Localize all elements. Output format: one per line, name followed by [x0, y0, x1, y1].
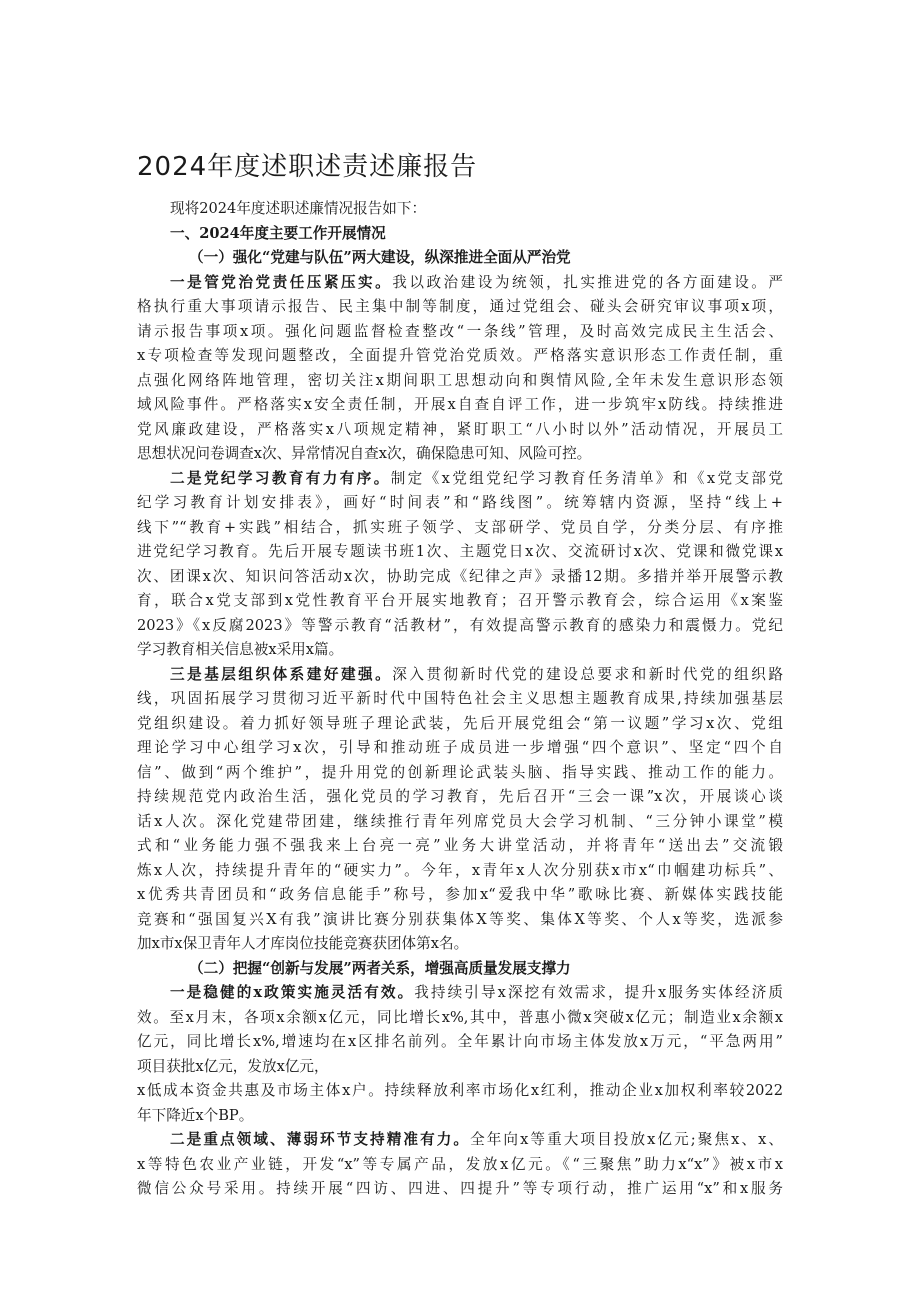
- paragraph-lead: 一是管党治党责任压紧压实。: [170, 273, 393, 291]
- paragraph-line: 思想状况问卷调查x次、异常情况自查x次，确保隐患可知、风险可控。: [137, 445, 592, 462]
- paragraph-line: x专项检查等发现问题整改，全面提升管党治党质效。严格落实意识形态工作责任制，重: [137, 347, 783, 364]
- paragraph-line: 加x市x保卫青年人才库岗位技能竞赛获团体第x名。: [137, 935, 469, 952]
- paragraph-line: 党组织建设。着力抓好领导班子理论武装，先后开展党组会“第一议题”学习x次、党组: [137, 714, 783, 732]
- subsection-heading: （二）把握“创新与发展”两者关系，增强高质量发展支撑力: [189, 959, 571, 977]
- paragraph-line: 式和“业务能力强不强我来上台亮一亮”业务大讲堂活动，并将青年“送出去”交流锻: [137, 837, 783, 854]
- paragraph-line: x等特色农业产业链，开发“x”等专属产品，发放x亿元。《“三聚焦”助力x“x”》被x市x: [137, 1155, 783, 1173]
- paragraph-line: 一是管党治党责任压紧压实。我以政治建设为统领，扎实推进党的各方面建设。严: [170, 273, 783, 291]
- intro-paragraph: 现将2024年度述职述廉情况报告如下：: [170, 200, 427, 217]
- paragraph-line: 2023》《x反腐2023》等警示教育“活教材”，有效提高警示教育的感染力和震慑力。党纪: [137, 616, 783, 634]
- paragraph-line: 格执行重大事项请示报告、民主集中制等制度，通过党组会、碰头会研究审议事项x项，: [137, 298, 783, 315]
- paragraph-lead: 三是基层组织体系建好建强。: [170, 665, 393, 683]
- paragraph-line: 微信公众号采用。持续开展“四访、四进、四提升”等专项行动，推广运用“x”和x服务: [137, 1180, 783, 1197]
- section-heading: 一、2024年度主要工作开展情况: [170, 224, 386, 242]
- paragraph-line: 线，巩固拓展学习贯彻习近平新时代中国特色社会主义思想主题教育成果,持续加强基层: [137, 690, 783, 707]
- paragraph-line: 进党纪学习教育。先后开展专题读书班1次、主题党日x次、交流研讨x次、党课和微党课x: [137, 543, 783, 560]
- paragraph-line: 效。至x月末，各项x余额x亿元，同比增长x%,其中，普惠小微x突破x亿元；制造业x余额x: [137, 1008, 783, 1026]
- paragraph-line: 二是党纪学习教育有力有序。制定《x党组党纪学习教育任务清单》和《x党支部党: [170, 469, 783, 487]
- paragraph-line: 年下降近x个BP。: [137, 1106, 254, 1124]
- paragraph-lead: 二是党纪学习教育有力有序。: [170, 469, 391, 487]
- paragraph-line: 话x人次。深化党建带团建，继续推行青年列席党员大会学习机制、“三分钟小课堂”模: [137, 812, 783, 830]
- paragraph-line: 线下”“教育+实践”相结合，抓实班子领学、支部研学、党员自学，分类分层、有序推: [137, 518, 783, 536]
- subsection-heading: （一）强化“党建与队伍”两大建设，纵深推进全面从严治党: [189, 249, 571, 266]
- paragraph-line: 次、团课x次、知识问答活动x次，协助完成《纪律之声》录播12期。多措并举开展警示教: [137, 567, 783, 585]
- paragraph-lead: 二是重点领域、薄弱环节支持精准有力。: [170, 1131, 471, 1148]
- paragraph-line: 亿元，同比增长x%,增速均在x区排名前列。全年累计向市场主体发放x万元，“平急两用”: [137, 1033, 783, 1050]
- paragraph-line: 二是重点领域、薄弱环节支持精准有力。全年向x等重大项目投放x亿元;聚焦x、x、: [170, 1131, 783, 1148]
- document-title: 2024年度述职述责述廉报告: [137, 152, 478, 182]
- document-body: [137, 197, 783, 1202]
- paragraph-line: 学习教育相关信息被x采用x篇。: [137, 641, 344, 658]
- paragraph-line: 请示报告事项x项。强化问题监督检查整改“一条线”管理，及时高效完成民主生活会、: [137, 322, 783, 340]
- paragraph-line: 项目获批x亿元，发放x亿元，: [137, 1057, 329, 1075]
- paragraph-lead: 一是稳健的x政策实施灵活有效。: [170, 984, 415, 1001]
- paragraph-line: 纪学习教育计划安排表》，画好“时间表”和“路线图”。统筹辖内资源，坚持“线上+: [137, 494, 783, 511]
- paragraph-line: 点强化网络阵地管理，密切关注x期间职工思想动向和舆情风险,全年未发生意识形态领: [137, 371, 783, 389]
- paragraph-line: x低成本资金共惠及市场主体x户。持续释放利率市场化x红利，推动企业x加权利率较2022: [137, 1082, 783, 1099]
- paragraph-line: 炼x人次，持续提升青年的“硬实力”。今年，x青年x人次分别获x市x“巾帼建功标兵”、: [137, 861, 783, 879]
- paragraph-line: 党风廉政建设，严格落实x八项规定精神，紧盯职工“八小时以外”活动情况，开展员工: [137, 420, 783, 438]
- paragraph-line: 持续规范党内政治生活，强化党员的学习教育，先后召开“三会一课”x次，开展谈心谈: [137, 788, 783, 805]
- paragraph-line: 信”、做到“两个维护”，提升用党的创新理论武装头脑、指导实践、推动工作的能力。: [137, 763, 783, 781]
- paragraph-line: x优秀共青团员和“政务信息能手”称号，参加x“爱我中华”歌咏比赛、新媒体实践技能: [137, 886, 783, 903]
- paragraph-line: 理论学习中心组学习x次，引导和推动班子成员进一步增强“四个意识”、坚定“四个自: [137, 739, 783, 756]
- paragraph-line: 育，联合x党支部到x党性教育平台开展实地教育；召开警示教育会，综合运用《x案鉴: [137, 592, 783, 609]
- paragraph-line: 一是稳健的x政策实施灵活有效。我持续引导x深挖有效需求，提升x服务实体经济质: [170, 984, 783, 1001]
- paragraph-line: 三是基层组织体系建好建强。深入贯彻新时代党的建设总要求和新时代党的组织路: [170, 665, 783, 683]
- paragraph-line: 域风险事件。严格落实x安全责任制，开展x自查自评工作，进一步筑牢x防线。持续推进: [137, 396, 783, 413]
- paragraph-line: 竞赛和“强国复兴X有我”演讲比赛分别获集体X等奖、集体X等奖、个人x等奖，选派参: [137, 910, 783, 928]
